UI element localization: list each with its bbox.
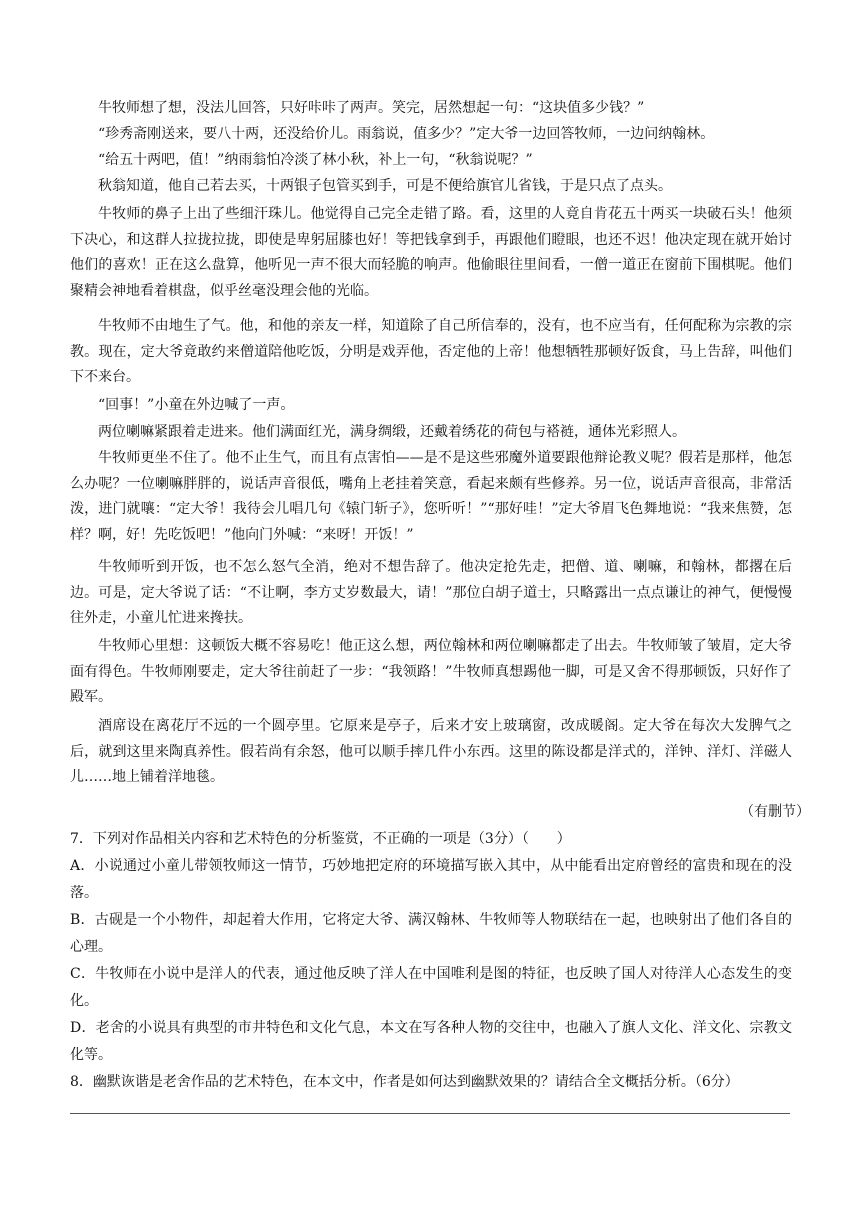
question-7: 7．下列对作品相关内容和艺术特色的分析鉴赏，不正确的一项是（3分）（ ） bbox=[70, 831, 571, 847]
answer-line[interactable] bbox=[70, 1113, 790, 1114]
story-paragraph-7: “回事！”小童在外边喊了一声。 bbox=[98, 397, 295, 413]
story-paragraph-6: 牛牧师不由地生了气。他，和他的亲友一样，知道除了自己所信奉的，没有，也不应当有，任何配称为宗教的宗教。现在，定大爷竟敢约来僧道陪他吃饭，分明是戏弄他，否定他的上帝！他想牺牲那顿好饭食，马上告辞，叫他们下不来台。 bbox=[70, 318, 792, 385]
story-paragraph-9: 牛牧师更坐不住了。他不止生气，而且有点害怕——是不是这些邪魔外道要跟他辩论教义呢？假若是那样，他怎么办呢？一位喇嘛胖胖的，说话声音很低，嘴角上老挂着笑意，看起来颇有些修养。另一位，说话声音很高，非常活泼，进门就嚷：“定大爷！我待会儿唱几句《辕门斩子》，您听听！”“那好哇！”定大爷眉飞色舞地说：“我来焦赞，怎样？啊，好！先吃饭吧！”他向门外喊：“来呀！开饭！” bbox=[70, 450, 792, 543]
story-paragraph-8: 两位喇嘛紧跟着走进来。他们满面红光，满身绸缎，还戴着绣花的荷包与褡裢，通体光彩照人。 bbox=[98, 424, 686, 440]
story-paragraph-3: “给五十两吧，值！”纳雨翁怕冷淡了林小秋，补上一句，“秋翁说呢？” bbox=[98, 152, 533, 168]
story-paragraph-2: “珍秀斋刚送来，要八十两，还没给价儿。雨翁说，值多少？”定大爷一边回答牧师，一边问纳翰林。 bbox=[98, 126, 715, 142]
story-paragraph-12: 酒席设在离花厅不远的一个圆亭里。它原来是亭子，后来才安上玻璃窗，改成暖阁。定大爷在每次大发脾气之后，就到这里来陶真养性。假若尚有余怒，他可以顺手摔几件小东西。这里的陈设都是洋式的，洋钟、洋灯、洋磁人儿……地上铺着洋地毯。 bbox=[70, 718, 792, 785]
question-7-option-c: C．牛牧师在小说中是洋人的代表，通过他反映了洋人在中国唯利是图的特征，也反映了国人对待洋人心态发生的变化。 bbox=[70, 966, 792, 1009]
question-7-option-d: D．老舍的小说具有典型的市井特色和文化气息，本文在写各种人物的交往中，也融入了旗人文化、洋文化、宗教文化等。 bbox=[70, 1020, 792, 1063]
question-7-option-a: A．小说通过小童儿带领牧师这一情节，巧妙地把定府的环境描写嵌入其中，从中能看出定府曾经的富贵和现在的没落。 bbox=[70, 858, 792, 901]
story-paragraph-4: 秋翁知道，他自己若去买，十两银子包管买到手，可是不便给旗官儿省钱，于是只点了点头。 bbox=[98, 178, 672, 194]
story-paragraph-5: 牛牧师的鼻子上出了些细汗珠儿。他觉得自己完全走错了路。看，这里的人竟自肯花五十两买一块破石头！他须下决心，和这群人拉拢拉拢，即使是卑躬屈膝也好！等把钱拿到手，再跟他们瞪眼，也还不迟！他决定现在就开始讨他们的喜欢！正在这么盘算，他听见一声不很大而轻脆的响声。他偷眼往里间看，一僧一道正在窗前下围棋呢。他们聚精会神地看着棋盘，似乎丝毫没理会他的光临。 bbox=[70, 206, 792, 299]
story-paragraph-1: 牛牧师想了想，没法儿回答，只好咔咔了两声。笑完，居然想起一句：“这块值多少钱？” bbox=[98, 100, 645, 116]
story-paragraph-11: 牛牧师心里想：这顿饭大概不容易吃！他正这么想，两位翰林和两位喇嘛都走了出去。牛牧师皱了皱眉，定大爷面有得色。牛牧师刚要走，定大爷往前赶了一步：“我领路！”牛牧师真想踢他一脚，可是又舍不得那顿饭，只好作了殿军。 bbox=[70, 638, 792, 705]
question-7-option-b: B．古砚是一个小物件，却起着大作用，它将定大爷、满汉翰林、牛牧师等人物联结在一起，也映射出了他们各自的心理。 bbox=[70, 912, 792, 955]
abridged-note: （有删节） bbox=[740, 804, 810, 820]
story-paragraph-10: 牛牧师听到开饭，也不怎么怒气全消，绝对不想告辞了。他决定抢先走，把僧、道、喇嘛，和翰林，都撂在后边。可是，定大爷说了话：“不让啊，李方丈岁数最大，请！”那位白胡子道士，只略露出一点点谦让的神气，便慢慢往外走，小童儿忙进来搀扶。 bbox=[70, 559, 792, 626]
question-8: 8．幽默诙谐是老舍作品的艺术特色，在本文中，作者是如何达到幽默效果的？请结合全文概括分析。（6分） bbox=[70, 1074, 739, 1090]
